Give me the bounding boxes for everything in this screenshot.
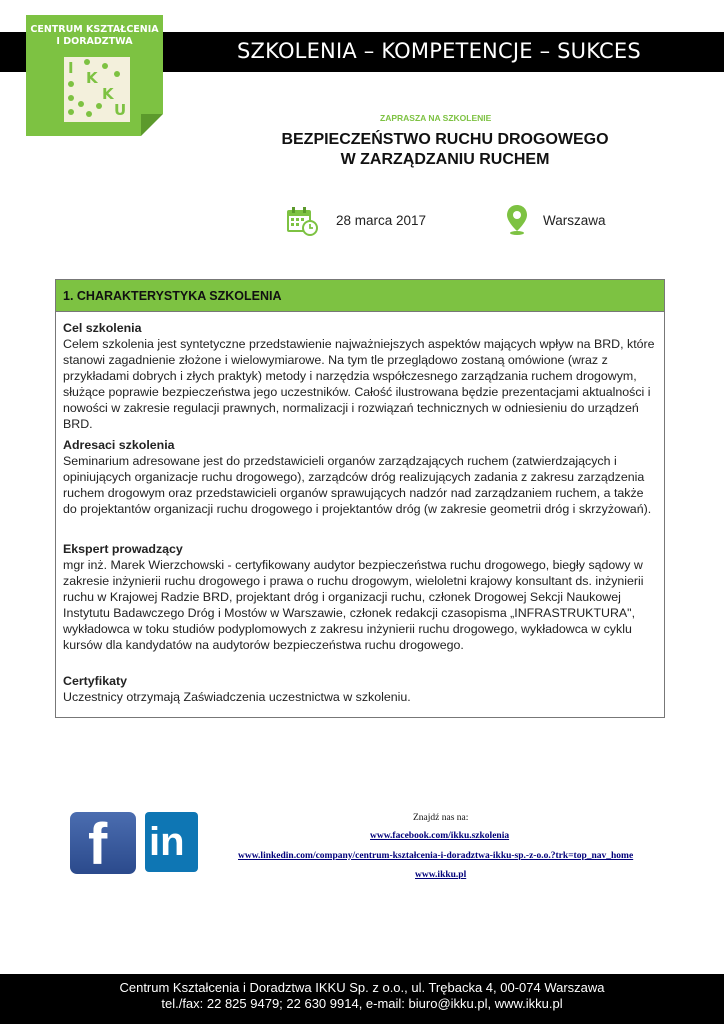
logo-dot <box>114 71 120 77</box>
facebook-icon[interactable] <box>70 812 136 877</box>
company-logo <box>26 15 163 136</box>
logo-line2: I DORADZTWA <box>56 36 133 47</box>
website-link[interactable]: www.ikku.pl <box>415 870 467 880</box>
section-heading: 1. CHARAKTERYSTYKA SZKOLENIA <box>63 289 282 303</box>
goal-title: Cel szkolenia <box>63 321 142 335</box>
facebook-link[interactable]: www.facebook.com/ikku.szkolenia <box>370 831 510 841</box>
map-pin-icon <box>506 204 528 236</box>
logo-text <box>26 24 163 48</box>
linkedin-icon[interactable] <box>145 812 198 872</box>
expert-title: Ekspert prowadzący <box>63 542 183 556</box>
course-title-line2: W ZARZĄDZANIU RUCHEM <box>340 151 550 168</box>
logo-dot <box>78 101 84 107</box>
linkedin-link[interactable]: www.linkedin.com/company/centrum-kształcenia-i-doradztwa-ikku-sp.-z-o.o.?trk=top_nav_home <box>238 851 634 861</box>
find-us-label: Znajdź nas na: <box>413 813 469 823</box>
logo-dot <box>68 81 74 87</box>
calendar-clock-icon <box>286 206 318 236</box>
expert-section <box>63 541 659 653</box>
audience-text: Seminarium adresowane jest do przedstawicieli organów zarządzających ruchem (zatwierdzających i opiniujących organizacje ruchu drogowego), zarządców dróg realizujących zadania z zakresu zarządzenia ruchem drogowym oraz przedstawicieli organów sprawujących nadzór nad zarządzaniem ruchem, a także do projektantów organizacji ruchu drogowego i projektantów dróg (w zakresie geometrii dróg i skrzyżowań). <box>63 454 652 516</box>
footer-address: Centrum Kształcenia i Doradztwa IKKU Sp. z o.o., ul. Trębacka 4, 00-074 Warszawa <box>119 980 605 995</box>
facebook-glyph: f <box>88 812 108 877</box>
linkedin-glyph: in <box>149 820 185 864</box>
footer <box>0 974 724 1024</box>
certificates-title: Certyfikaty <box>63 674 128 688</box>
event-date: 28 marca 2017 <box>336 213 427 228</box>
logo-dot <box>96 103 102 109</box>
logo-letter: K <box>102 85 114 103</box>
goal-text: Celem szkolenia jest syntetyczne przedstawienie najważniejszych aspektów mających wpływ na BRD, które stanowi zagadnienie złożone i wielowymiarowe. Na tym tle przeglądowo zostaną omówione (wraz z przykładami dobrych i złych praktyk) metody i narzędzia współczesnego zarządzania ruchem drogowym, służące poprawie bezpieczeństwa jego uczestników. Całość ilustrowana będzie prezentacjami aktualności i nowości w zakresie regulacji prawnych, normalizacji i rozwiązań technicznych w odniesieniu do urządzeń BRD. <box>63 337 655 431</box>
logo-line1: CENTRUM KSZTAŁCENIA <box>30 24 159 35</box>
certificates-section <box>63 673 659 705</box>
banner-title: SZKOLENIA – KOMPETENCJE – SUKCES <box>237 39 641 63</box>
logo-dot <box>102 63 108 69</box>
logo-letter: I <box>68 59 74 77</box>
expert-text: mgr inż. Marek Wierzchowski - certyfikowany audytor bezpieczeństwa ruchu drogowego, biegły sądowy w zakresie inżynierii ruchu drogowego i prawa o ruchu drogowym, wieloletni krajowy konsultant ds. inżynierii ruchu w Krajowej Radzie BRD, projektant dróg i organizacji ruchu, członek Drogowej Sekcji Naukowej Instytutu Badawczego Dróg i Mostów w Warszawie, członek redakcji czasopisma „INFRASTRUKTURA", wykładowca w toku studiów podyplomowych z zakresu inżynierii ruchu drogowego, wykładowca w cyklu kursów dla kandydatów na audytorów bezpieczeństwa ruchu drogowego. <box>63 558 644 652</box>
logo-letter: K <box>86 69 98 87</box>
audience-title: Adresaci szkolenia <box>63 438 175 452</box>
section-header <box>56 280 664 312</box>
invite-label: ZAPRASZA NA SZKOLENIE <box>380 113 492 123</box>
footer-contact: tel./fax: 22 825 9479; 22 630 9914, e-mail: biuro@ikku.pl, www.ikku.pl <box>161 996 563 1011</box>
certificates-text: Uczestnicy otrzymają Zaświadczenia uczestnictwa w szkoleniu. <box>63 690 411 704</box>
logo-dot <box>86 111 92 117</box>
event-place: Warszawa <box>543 213 606 228</box>
logo-letter: U <box>114 101 127 119</box>
audience-section <box>63 437 659 517</box>
logo-dot <box>68 95 74 101</box>
course-title-line1: BEZPIECZEŃSTWO RUCHU DROGOWEGO <box>281 131 609 148</box>
course-description-box <box>55 279 665 718</box>
logo-dot <box>68 109 74 115</box>
goal-section <box>63 320 659 432</box>
logo-dot <box>84 59 90 65</box>
logo-tile <box>64 57 130 122</box>
